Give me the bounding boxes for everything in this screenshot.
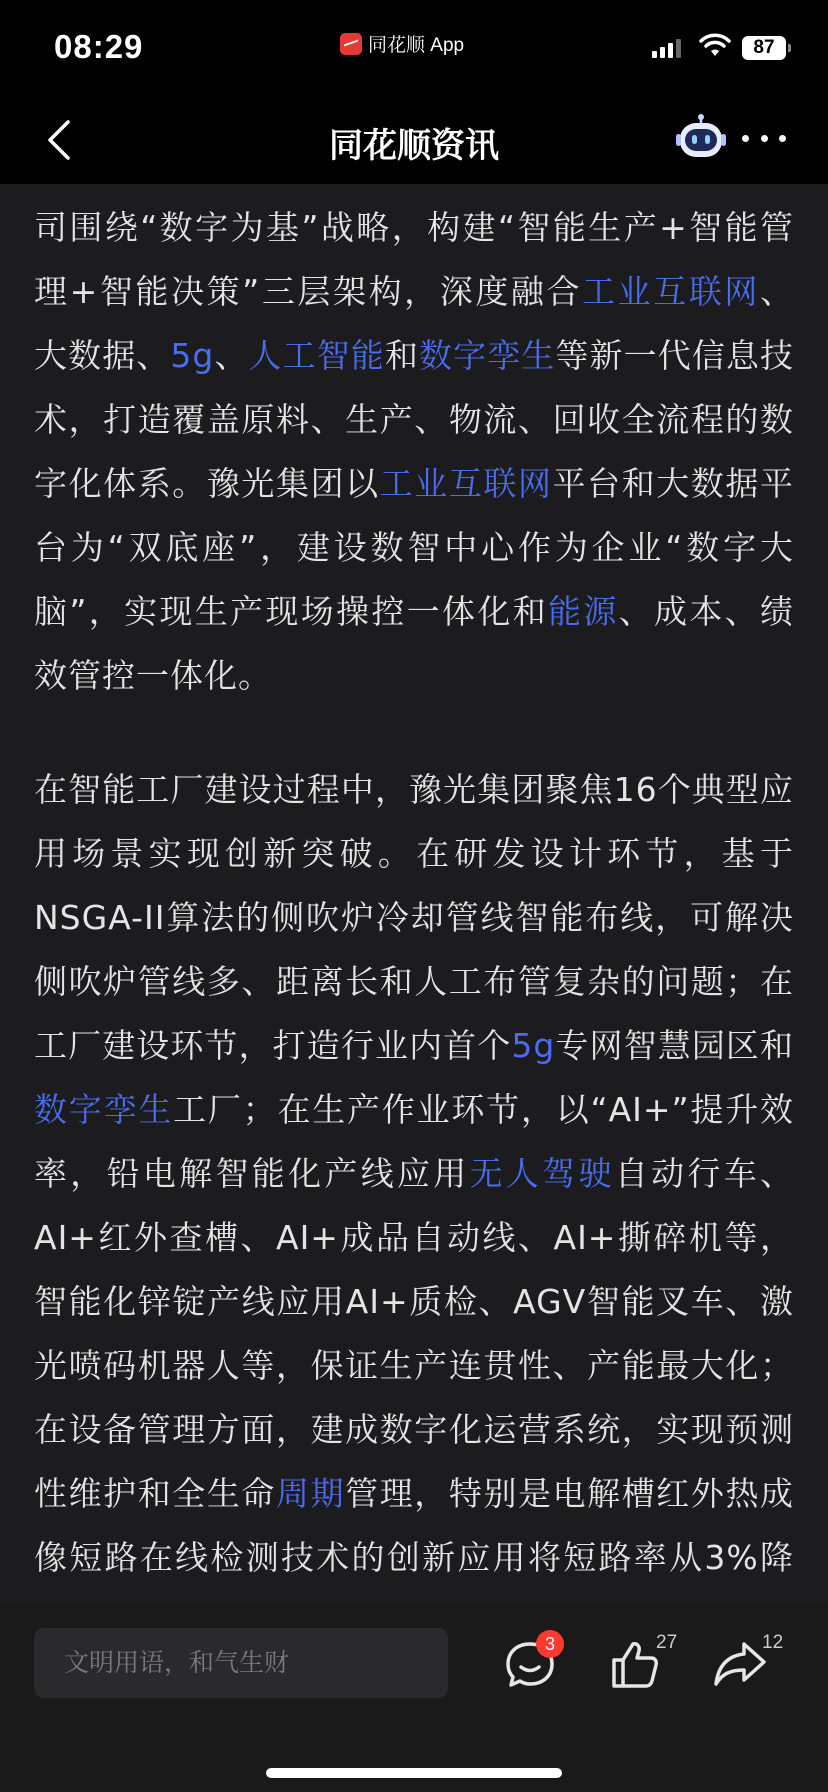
- app-indicator[interactable]: [340, 30, 464, 57]
- comment-input[interactable]: 文明用语，和气生财: [34, 1628, 448, 1698]
- page-title: 同花顺资讯: [329, 126, 499, 166]
- article-text: 、: [214, 336, 249, 375]
- keyword-link[interactable]: 数字孪生: [419, 336, 556, 375]
- wifi-icon: [700, 34, 730, 58]
- keyword-link[interactable]: 工业互联网: [379, 464, 553, 503]
- status-time: 08:29: [54, 28, 144, 65]
- article-text: 司围绕“数字为基”战略，构建“智能生产+智能管理+智能决策”三层架构，深度融合: [34, 208, 794, 311]
- article-text: 管理，特别是电解槽红外热成像短路在线检测技术的创新应用将短路率从3%降: [34, 1474, 795, 1577]
- app-indicator-label: 同花顺 App: [368, 35, 465, 56]
- battery-indicator: 87: [742, 36, 786, 60]
- robot-assistant-icon[interactable]: [676, 114, 726, 162]
- keyword-link[interactable]: 5g: [170, 336, 215, 375]
- home-indicator: [266, 1768, 562, 1778]
- like-button[interactable]: [604, 1634, 664, 1694]
- share-count: 12: [762, 1632, 784, 1653]
- app-logo-icon: [340, 33, 362, 55]
- nav-bar: [0, 94, 828, 184]
- article-paragraph: [34, 758, 794, 1654]
- article-text: 等新一代信息技术，打造覆盖原料、生产、物流、回收全流程的数字化体系。豫光集团以: [34, 336, 795, 503]
- keyword-link[interactable]: 数字孪生: [34, 1090, 174, 1129]
- status-bar: [0, 0, 828, 94]
- comment-count-badge: 3: [536, 1630, 564, 1658]
- article-text: 专网智慧园区和: [555, 1026, 795, 1065]
- bottom-action-bar: [0, 1604, 828, 1792]
- keyword-link[interactable]: 无人驾驶: [469, 1154, 615, 1193]
- signal-icon: [652, 38, 681, 58]
- article-text: 、成本、绩效管控一体化。: [34, 592, 794, 695]
- like-count: 27: [656, 1632, 678, 1653]
- thumbs-up-icon: [604, 1634, 664, 1694]
- keyword-link[interactable]: 人工智能: [248, 336, 385, 375]
- article-body: [0, 184, 828, 1654]
- article-text: 平台和大数据平台为“双底座”，建设数智中心作为企业“数字大脑”，实现生产现场操控一体化和: [34, 464, 795, 631]
- more-dots-icon[interactable]: [742, 132, 786, 144]
- article-text: 、大数据、: [34, 272, 795, 375]
- article-text: 自动行车、AI+红外查槽、AI+成品自动线、AI+撕碎机等，智能化锌锭产线应用AI+质检、AGV智能叉车、激光喷码机器人等，保证生产连贯性、产能最大化；在设备管理方面，建成数字化运营系统，实现预测性维护和全生命: [34, 1154, 795, 1513]
- article-content: [0, 184, 828, 1604]
- keyword-link[interactable]: 5g: [511, 1026, 556, 1065]
- keyword-link[interactable]: 周期: [276, 1474, 346, 1513]
- share-button[interactable]: [710, 1634, 770, 1694]
- share-icon: [710, 1634, 770, 1694]
- article-paragraph: [34, 196, 794, 708]
- keyword-link[interactable]: 能源: [548, 592, 619, 631]
- article-text: 在智能工厂建设过程中，豫光集团聚焦16个典型应用场景实现创新突破。在研发设计环节，基于NSGA-II算法的侧吹炉冷却管线智能布线，可解决侧吹炉管线多、距离长和人工布管复杂的问题；在工厂建设环节，打造行业内首个: [34, 770, 794, 1065]
- article-text: 和: [384, 336, 420, 375]
- article-text: 工厂；在生产作业环节，以“AI+”提升效率，铅电解智能化产线应用: [34, 1090, 794, 1193]
- keyword-link[interactable]: 工业互联网: [582, 272, 761, 311]
